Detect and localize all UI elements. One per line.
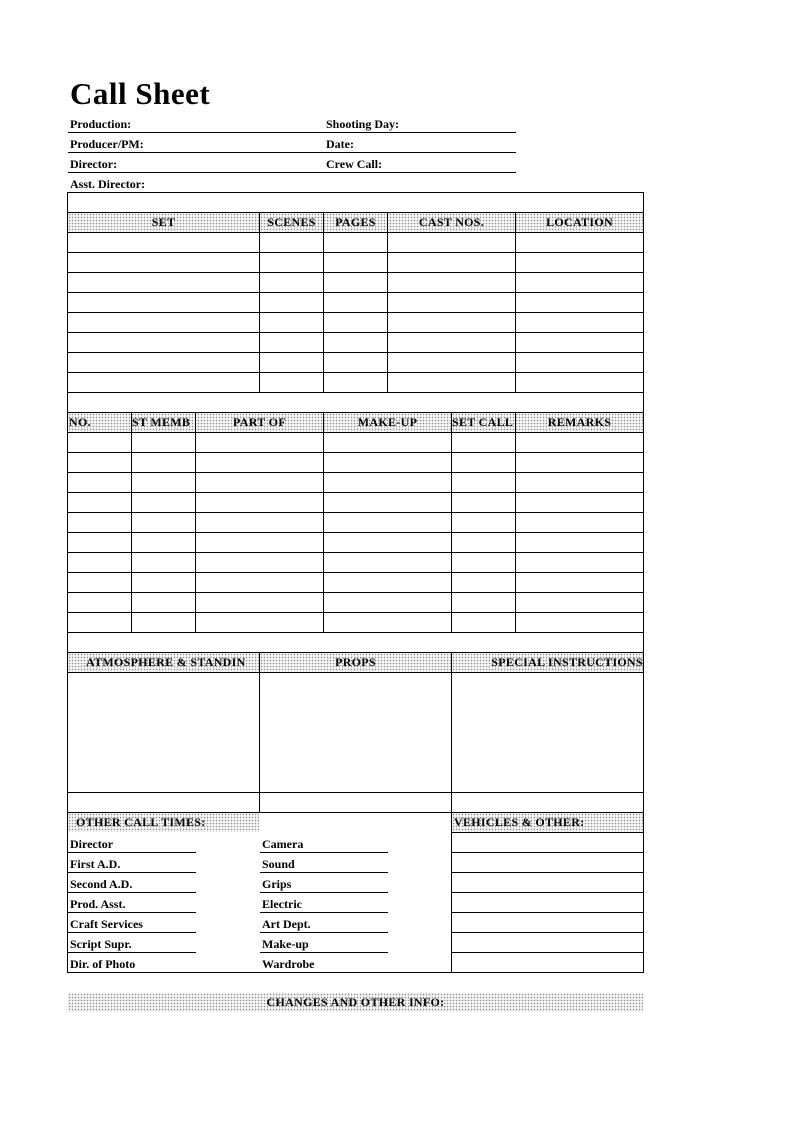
call-time-art-dept: Art Dept. <box>262 917 311 931</box>
info-divider <box>68 172 516 173</box>
col-part-of: PART OF <box>233 415 286 429</box>
col-pages: PAGES <box>335 215 376 229</box>
table-row <box>67 392 644 393</box>
vehicle-row <box>451 852 644 853</box>
call-time-wardrobe: Wardrobe <box>262 957 315 971</box>
director-label: Director: <box>70 157 118 171</box>
col-location: LOCATION <box>546 215 613 229</box>
shooting-day-label: Shooting Day: <box>326 117 400 131</box>
vehicle-row <box>451 892 644 893</box>
col-special-instructions: SPECIAL INSTRUCTIONS <box>491 655 643 669</box>
call-time-dir-of-photo: Dir. of Photo <box>70 957 136 971</box>
vehicle-row <box>451 952 644 953</box>
call-time-electric: Electric <box>262 897 302 911</box>
table-row <box>67 272 644 273</box>
table-row <box>67 492 644 493</box>
call-time-first-ad: First A.D. <box>70 857 121 871</box>
table-row <box>67 252 644 253</box>
call-time-second-ad: Second A.D. <box>70 877 133 891</box>
call-time-camera: Camera <box>262 837 304 851</box>
info-divider <box>68 132 516 133</box>
producer-label: Producer/PM: <box>70 137 144 151</box>
production-label: Production: <box>70 117 132 131</box>
table-row <box>67 332 644 333</box>
table-row <box>67 632 644 633</box>
changes-header: CHANGES AND OTHER INFO: <box>266 995 445 1009</box>
table-row <box>67 792 644 793</box>
col-set-call: SET CALL <box>452 415 514 429</box>
col-cast-member: ST MEMB <box>132 415 191 429</box>
call-time-sound: Sound <box>262 857 295 871</box>
table-row <box>67 552 644 553</box>
col-scenes: SCENES <box>267 215 316 229</box>
info-divider <box>68 152 516 153</box>
col-set: SET <box>151 215 176 229</box>
call-time-make-up: Make-up <box>262 937 309 951</box>
vehicle-row <box>451 932 644 933</box>
call-time-director: Director <box>70 837 114 851</box>
table-row <box>67 312 644 313</box>
asst-director-label: Asst. Director: <box>70 177 146 191</box>
table-row <box>67 592 644 593</box>
date-label: Date: <box>326 137 354 151</box>
table-row <box>67 372 644 373</box>
call-time-craft-services: Craft Services <box>70 917 143 931</box>
other-call-times-header: OTHER CALL TIMES: <box>76 815 206 829</box>
table-row <box>67 452 644 453</box>
table-row <box>67 572 644 573</box>
table-row <box>67 512 644 513</box>
call-time-script-supr: Script Supr. <box>70 937 132 951</box>
col-remarks: REMARKS <box>547 415 612 429</box>
vehicles-header: VEHICLES & OTHER: <box>454 815 585 829</box>
col-atmosphere: ATMOSPHERE & STANDIN <box>86 655 246 669</box>
col-cast-nos: CAST NOS. <box>418 215 485 229</box>
call-time-grips: Grips <box>262 877 292 891</box>
table-row <box>67 612 644 613</box>
page-title: Call Sheet <box>70 76 211 111</box>
crew-call-label: Crew Call: <box>326 157 383 171</box>
vehicle-row <box>451 912 644 913</box>
table-row <box>67 352 644 353</box>
table-row <box>67 292 644 293</box>
table-row <box>67 532 644 533</box>
col-make-up: MAKE-UP <box>357 415 418 429</box>
call-time-prod-asst: Prod. Asst. <box>70 897 126 911</box>
vehicle-row <box>451 872 644 873</box>
table-row <box>67 472 644 473</box>
col-props: PROPS <box>335 655 376 669</box>
col-no: NO. <box>69 415 91 429</box>
call-sheet-grid <box>67 192 644 973</box>
